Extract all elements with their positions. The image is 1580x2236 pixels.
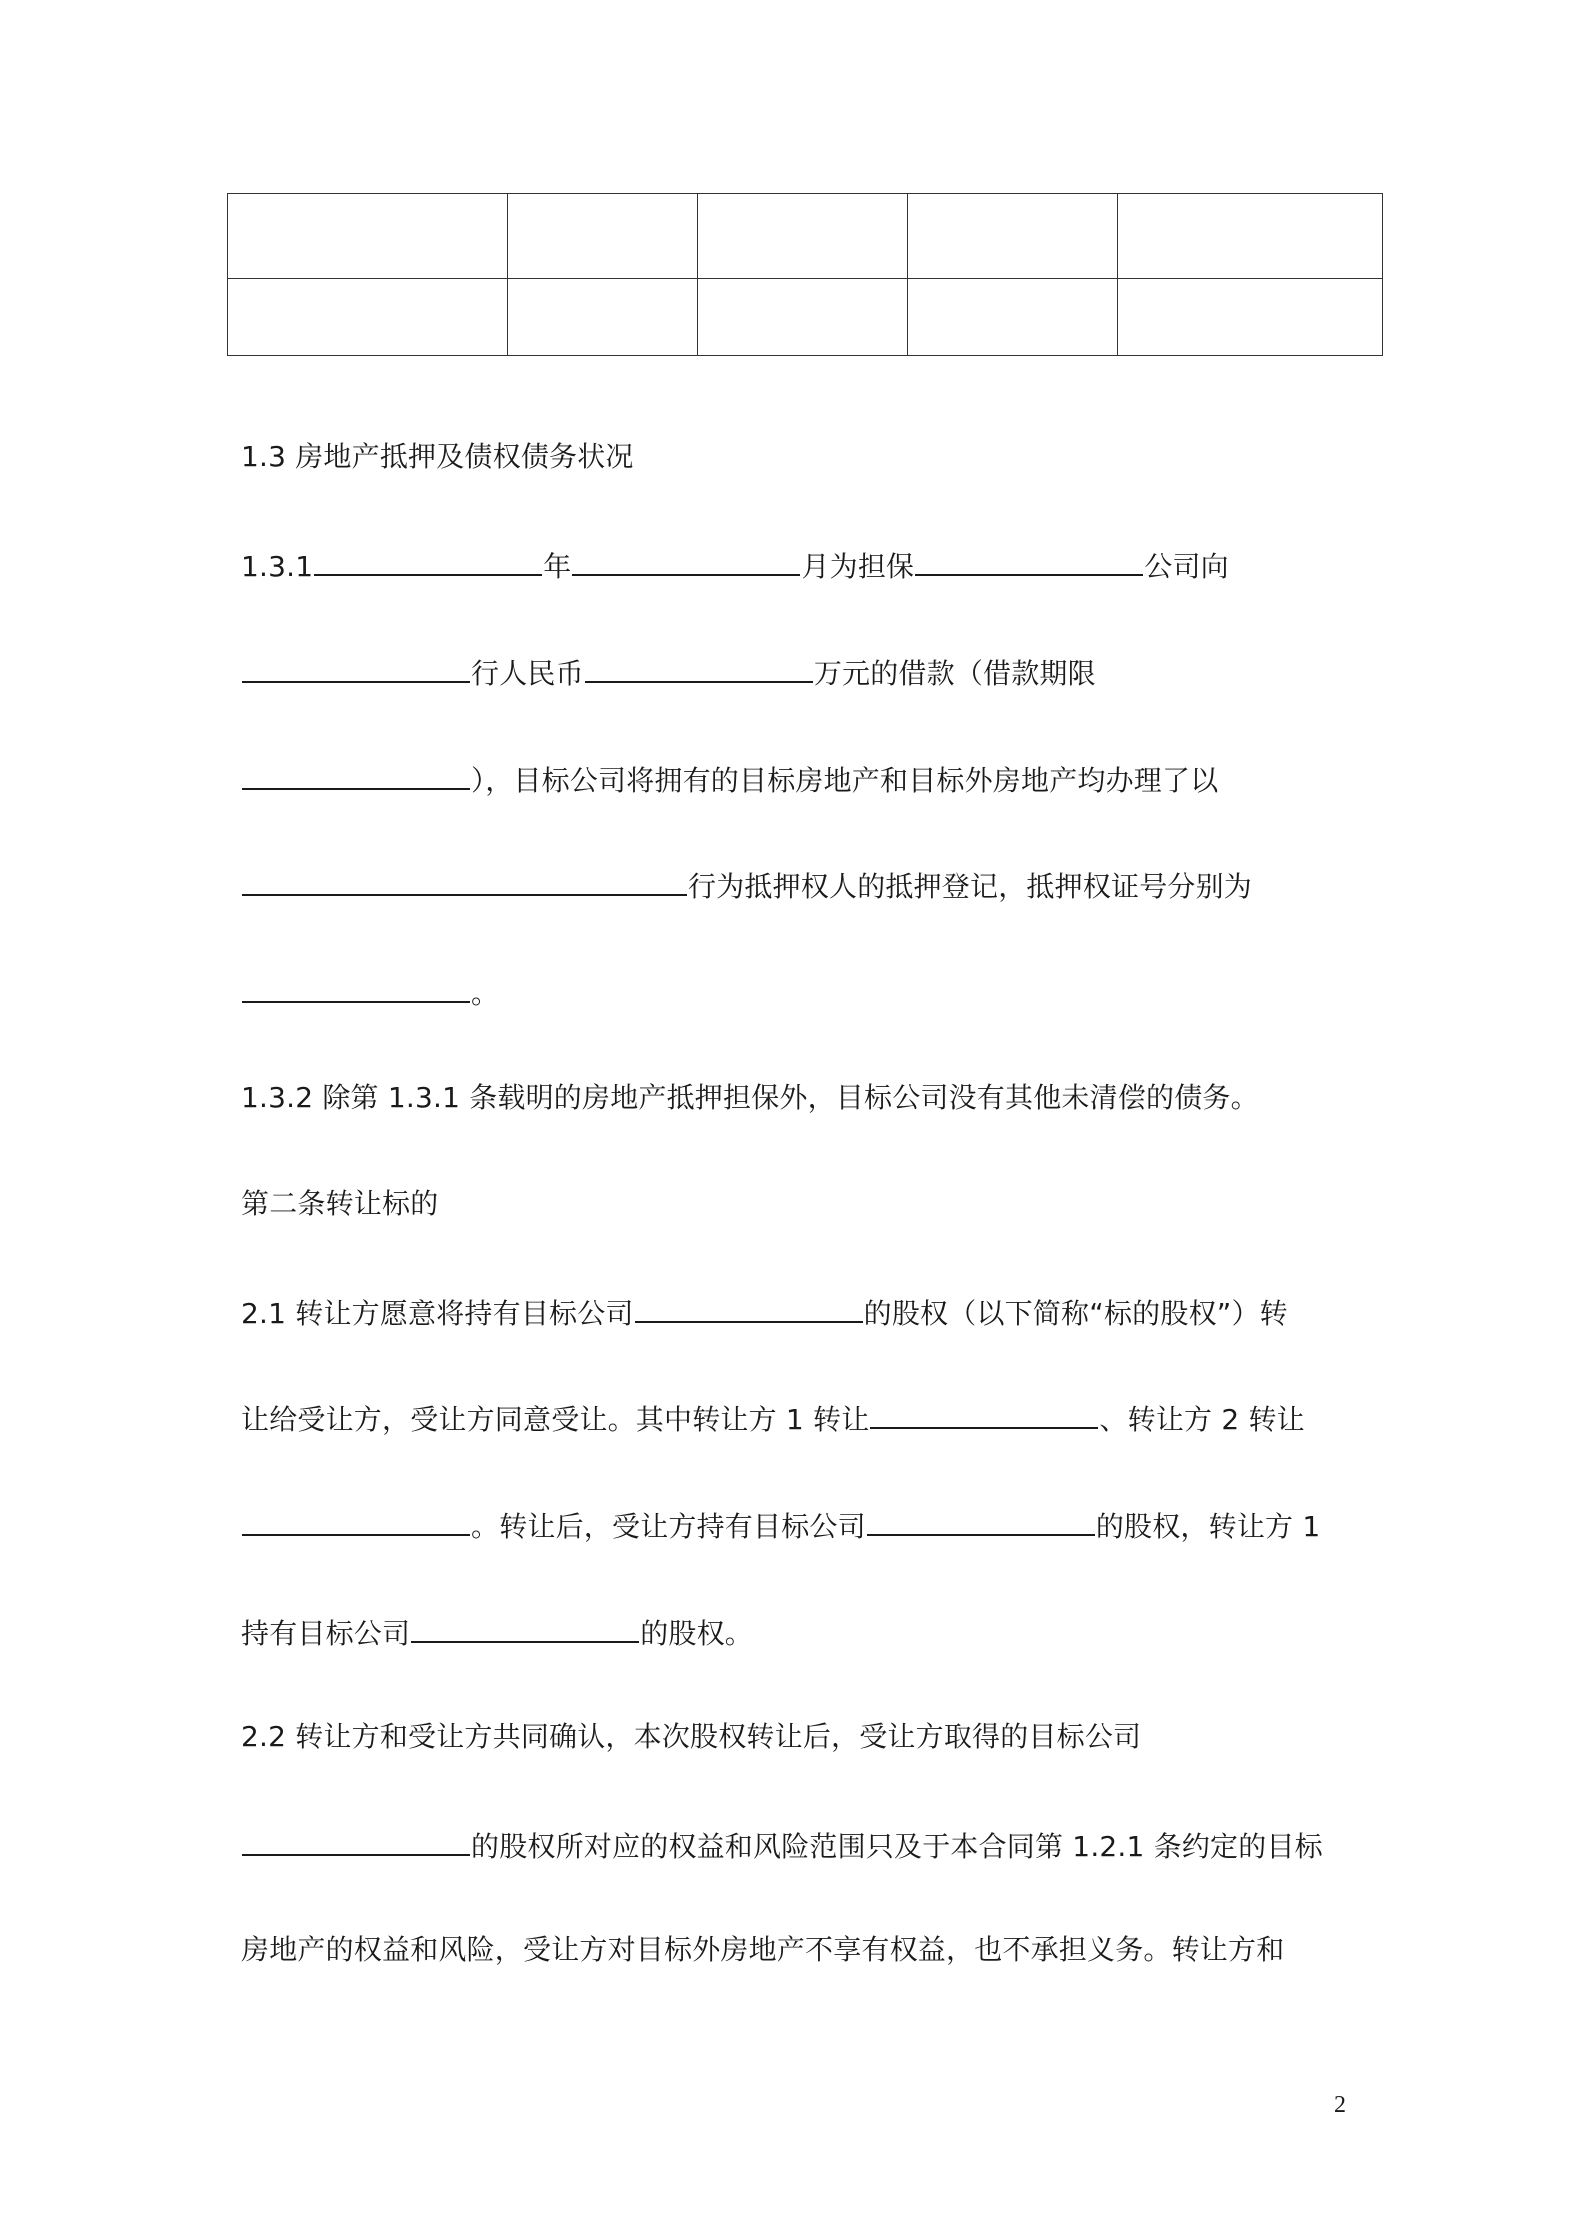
clause-1-3-1-line-2: [241, 651, 1096, 691]
clause-text: 2.1 转让方愿意将持有目标公司: [241, 1297, 634, 1330]
clause-text: 房地产的权益和风险，受让方对目标外房地产不享有权益，也不承担义务。转让方和: [241, 1933, 1285, 1966]
clause-text: 。转让后，受让方持有目标公司: [471, 1510, 866, 1543]
page-number: 2: [1334, 2092, 1346, 2118]
table-cell: [1118, 194, 1383, 279]
fill-blank[interactable]: [242, 1824, 470, 1856]
clause-2-1-line-2: [241, 1397, 1305, 1437]
clause-text: 持有目标公司: [241, 1617, 411, 1650]
table-cell: [508, 194, 698, 279]
fill-blank[interactable]: [242, 1504, 470, 1536]
table-cell: [908, 279, 1118, 356]
fill-blank[interactable]: [314, 544, 542, 576]
table-row: [228, 194, 1383, 279]
clause-2-2-line-1: [241, 1717, 1141, 1757]
clause-2-1-line-3: [241, 1504, 1320, 1544]
clause-text: 1.3.1: [241, 550, 314, 583]
fill-blank[interactable]: [242, 651, 470, 683]
clause-1-3-2: [241, 1078, 1259, 1118]
clause-1-3-1-line-1: [241, 544, 1229, 584]
table-cell: [698, 279, 908, 356]
fill-blank[interactable]: [867, 1504, 1095, 1536]
clause-text: 行人民币: [471, 657, 584, 690]
fill-blank[interactable]: [242, 758, 470, 790]
fill-blank[interactable]: [242, 864, 687, 896]
clause-text: ），目标公司将拥有的目标房地产和目标外房地产均办理了以: [471, 764, 1219, 797]
clause-1-3-1-line-4: [241, 864, 1252, 904]
heading-text: 第二条转让标的: [241, 1187, 439, 1220]
clause-2-1-line-1: [241, 1291, 1288, 1331]
clause-text: 万元的借款（借款期限: [813, 657, 1096, 690]
fill-blank[interactable]: [635, 1291, 863, 1323]
clause-text: 的股权，转让方 1: [1095, 1510, 1321, 1543]
clause-text: 1.3.2 除第 1.3.1 条载明的房地产抵押担保外，目标公司没有其他未清偿的债务。: [241, 1081, 1259, 1114]
fill-blank[interactable]: [572, 544, 800, 576]
clause-text: 让给受让方，受让方同意受让。其中转让方 1 转让: [241, 1403, 870, 1436]
table-cell: [1118, 279, 1383, 356]
clause-text: 、转让方 2 转让: [1099, 1403, 1305, 1436]
fill-blank[interactable]: [242, 971, 470, 1003]
clause-text: 年: [543, 550, 572, 583]
fill-blank[interactable]: [585, 651, 813, 683]
clause-text: 公司向: [1144, 550, 1229, 583]
table-cell: [228, 279, 508, 356]
clause-2-2-line-3: [241, 1930, 1284, 1970]
clause-1-3-1-line-3: [241, 758, 1218, 798]
clause-text: 行为抵押权人的抵押登记，抵押权证号分别为: [688, 870, 1253, 903]
table-cell: [908, 194, 1118, 279]
clause-2-2-line-2: [241, 1824, 1323, 1864]
table-row: [228, 279, 1383, 356]
clause-2-1-line-4: [241, 1611, 753, 1651]
clause-1-3-1-line-5: [241, 971, 499, 1011]
fill-blank[interactable]: [411, 1611, 639, 1643]
table-cell: [508, 279, 698, 356]
table-cell: [228, 194, 508, 279]
clause-text: 的股权（以下简称“标的股权”）转: [863, 1297, 1288, 1330]
clause-text: 的股权所对应的权益和风险范围只及于本合同第 1.2.1 条约定的目标: [471, 1830, 1323, 1863]
blank-table: [227, 193, 1383, 356]
heading-text: 1.3 房地产抵押及债权债务状况: [241, 440, 634, 473]
section-heading-1-3: [241, 437, 634, 477]
clause-text: 2.2 转让方和受让方共同确认，本次股权转让后，受让方取得的目标公司: [241, 1720, 1142, 1753]
table-cell: [698, 194, 908, 279]
clause-text: 月为担保: [801, 550, 915, 583]
fill-blank[interactable]: [870, 1397, 1098, 1429]
clause-text: 。: [471, 977, 500, 1010]
article-2-heading: [241, 1184, 438, 1224]
clause-text: 的股权。: [640, 1617, 754, 1650]
fill-blank[interactable]: [915, 544, 1143, 576]
